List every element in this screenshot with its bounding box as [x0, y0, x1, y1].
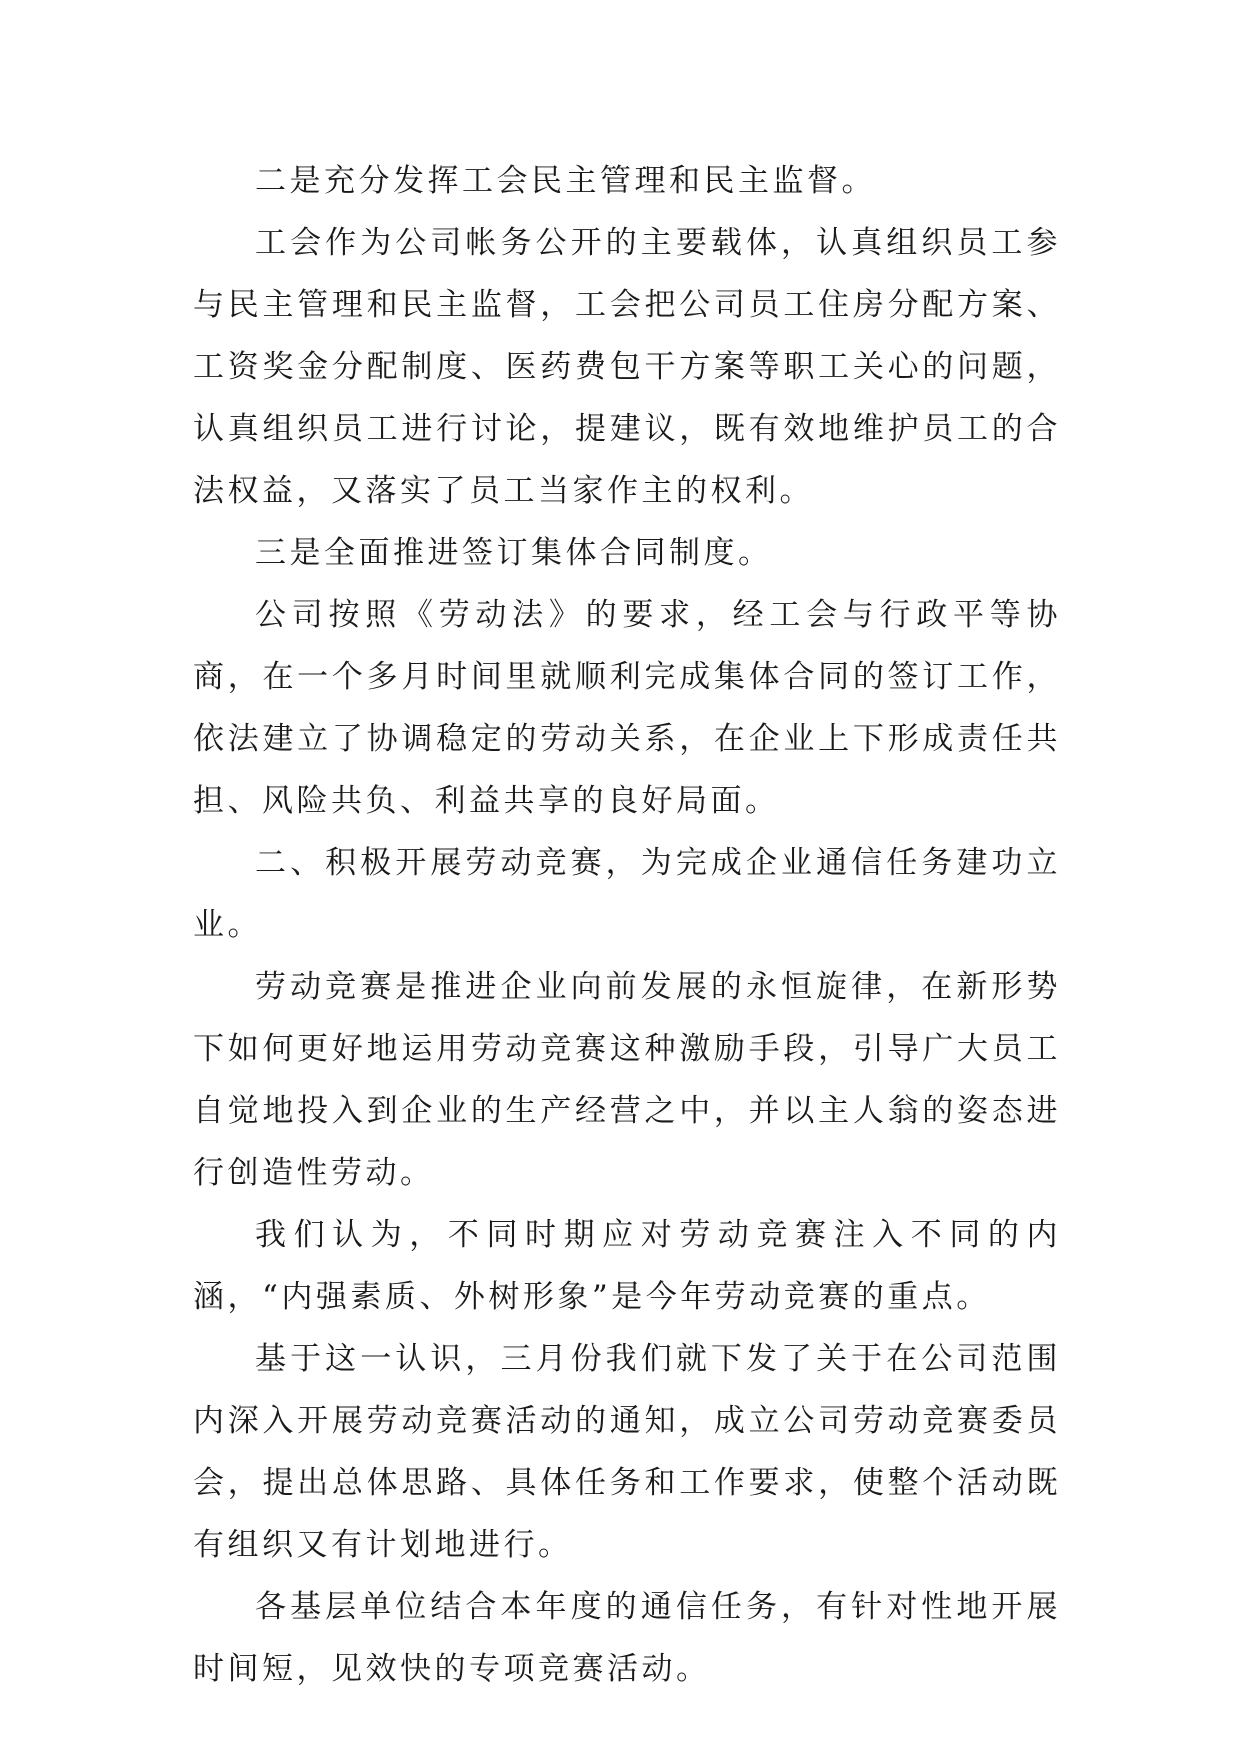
- paragraph-3: 三是全面推进签订集体合同制度。: [255, 535, 773, 571]
- document-body: [193, 150, 1061, 1700]
- paragraph-4: 公司按照《劳动法》的要求，经工会与行政平等协商，在一个多月时间里就顺利完成集体合同的签订工作，依法建立了协调稳定的劳动关系，在企业上下形成责任共担、风险共负、利益共享的良好局面。: [193, 597, 1061, 819]
- paragraph-6: 劳动竞赛是推进企业向前发展的永恒旋律，在新形势下如何更好地运用劳动竞赛这种激励手段，引导广大员工自觉地投入到企业的生产经营之中，并以主人翁的姿态进行创造性劳动。: [193, 969, 1061, 1191]
- paragraph-1: 二是充分发挥工会民主管理和民主监督。: [255, 163, 876, 199]
- paragraph-8: 基于这一认识，三月份我们就下发了关于在公司范围内深入开展劳动竞赛活动的通知，成立公司劳动竞赛委员会，提出总体思路、具体任务和工作要求，使整个活动既有组织又有计划地进行。: [193, 1341, 1061, 1563]
- paragraph-2: 工会作为公司帐务公开的主要载体，认真组织员工参与民主管理和民主监督，工会把公司员工住房分配方案、工资奖金分配制度、医药费包干方案等职工关心的问题，认真组织员工进行讨论，提建议，既有效地维护员工的合法权益，又落实了员工当家作主的权利。: [193, 225, 1061, 509]
- paragraph-7: 我们认为，不同时期应对劳动竞赛注入不同的内涵，“内强素质、外树形象”是今年劳动竞赛的重点。: [193, 1217, 1061, 1315]
- paragraph-5: 二、积极开展劳动竞赛，为完成企业通信任务建功立业。: [193, 845, 1061, 943]
- paragraph-9: 各基层单位结合本年度的通信任务，有针对性地开展时间短，见效快的专项竞赛活动。: [193, 1589, 1061, 1687]
